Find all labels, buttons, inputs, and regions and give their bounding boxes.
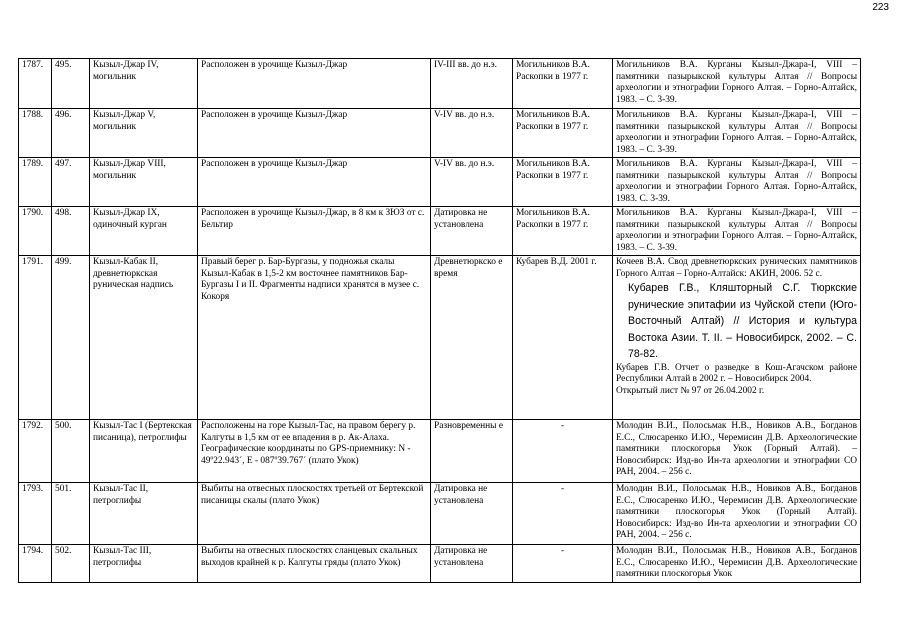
row-subnumber: 500. (52, 420, 90, 483)
row-subnumber: 497. (52, 158, 90, 207)
row-subnumber: 502. (52, 545, 90, 583)
row-subnumber: 501. (52, 483, 90, 545)
row-subnumber: 496. (52, 109, 90, 158)
table-row (19, 158, 861, 207)
monument-references (613, 158, 861, 207)
row-number: 1793. (19, 483, 52, 545)
row-subnumber: 495. (52, 59, 90, 109)
monument-explorer: Могильников В.А. Раскопки в 1977 г. (513, 158, 613, 207)
monument-explorer: - (513, 545, 613, 583)
reference-entry: Могильников В.А. Курганы Кызыл-Джара-I, VIII – памятники пазырыкской культуры Алтая // Вопросы археологии и этнографии Горного Алтая. – Горно-Алтайск, 1983. – С. 3-39. (616, 208, 857, 253)
reference-entry: Кочеев В.А. Свод древнетюркских рунических памятников Горного Алтая – Горно-Алтайск: АКИН, 2006. 52 с. (616, 257, 857, 279)
row-number: 1791. (19, 256, 52, 420)
row-subnumber: 499. (52, 256, 90, 420)
monument-location: Расположены на горе Кызыл-Тас, на правом берегу р. Калгуты в 1,5 км от ее впадения в р. Ак-Алаха. Географические координаты по GPS-приемнику: N - 49º22.943´, E - 087º39.767´ (плато Укок) (198, 420, 431, 483)
reference-entry: Кубарев Г.В., Кляшторный С.Г. Тюркские рунические эпитафии из Чуйской степи (Юго-Восточный Алтай) // История и культура Востока Азии. Т. II. – Новосибирск, 2002. – С. 78-82. (628, 282, 857, 361)
monument-references (613, 545, 861, 583)
monument-explorer: Могильников В.А. Раскопки в 1977 г. (513, 207, 613, 256)
monument-explorer: Могильников В.А. Раскопки в 1977 г. (513, 59, 613, 109)
table-row (19, 207, 861, 256)
monument-location: Расположен в урочище Кызыл-Джар (198, 59, 431, 109)
monument-date: Датировка не установлена (431, 207, 513, 256)
monument-explorer: - (513, 483, 613, 545)
table-row (19, 483, 861, 545)
row-number: 1788. (19, 109, 52, 158)
monument-location: Расположен в урочище Кызыл-Джар, в 8 км к ЗЮЗ от с. Бельтир (198, 207, 431, 256)
monument-references (613, 109, 861, 158)
monument-explorer: Кубарев В.Д. 2001 г. (513, 256, 613, 420)
monument-explorer: Могильников В.А. Раскопки в 1977 г. (513, 109, 613, 158)
monument-name: Кызыл-Джар IX, одиночный курган (90, 207, 198, 256)
monument-name: Кызыл-Джар V, могильник (90, 109, 198, 158)
monument-references (613, 59, 861, 109)
monument-name: Кызыл-Тас III, петроглифы (90, 545, 198, 583)
monument-date: Датировка не установлена (431, 545, 513, 583)
monument-location: Правый берег р. Бар-Бургазы, у подножья скалы Кызыл-Кабак в 1,5-2 км восточнее памятников Бар-Бургазы I и II. Фрагменты надписи хранятся в музее с. Кокоря (198, 256, 431, 420)
page-number: 223 (872, 2, 889, 13)
row-number: 1792. (19, 420, 52, 483)
reference-entry: Кубарев Г.В. Отчет о разведке в Кош-Агачском районе Республики Алтай в 2002 г. – Новосибирск 2004. (616, 362, 857, 385)
table-row (19, 420, 861, 483)
monument-date: Древнетюркско е время (431, 256, 513, 420)
monument-date: IV-III вв. до н.э. (431, 59, 513, 109)
reference-entry: Молодин В.И., Полосьмак Н.В., Новиков А.В., Богданов Е.С., Слюсаренко И.Ю., Черемисин Д.В. Археологические памятники плоскогорья Укок (616, 546, 857, 579)
table-row (19, 256, 861, 420)
monument-location: Выбиты на отвесных плоскостях третьей от Бертекской писаницы скалы (плато Укок) (198, 483, 431, 545)
monument-date: Разновременны е (431, 420, 513, 483)
row-number: 1790. (19, 207, 52, 256)
monument-date: V-IV вв. до н.э. (431, 109, 513, 158)
monument-date: Датировка не установлена (431, 483, 513, 545)
monument-references (613, 420, 861, 483)
row-subnumber: 498. (52, 207, 90, 256)
reference-entry: Молодин В.И., Полосьмак Н.В., Новиков А.В., Богданов Е.С., Слюсаренко И.Ю., Черемисин Д.В. Археологические памятники плоскогорья Укок (Горный Алтай). Новосибирск: Изд-во Ин-та археологии и этнографии СО РАН, 2004. – 256 с. (616, 484, 857, 540)
monument-name: Кызыл-Тас I (Бертекская писаница), петроглифы (90, 420, 198, 483)
table-row (19, 59, 861, 109)
reference-entry: Могильников В.А. Курганы Кызыл-Джара-I, VIII – памятники пазырыкской культуры Алтая // Вопросы археологии и этнографии Горного Алтая. – Горно-Алтайск, 1983. – С. 3-39. (616, 60, 857, 105)
monument-location: Выбиты на отвесных плоскостях сланцевых скальных выходов крайней к р. Калгуты гряды (плато Укок) (198, 545, 431, 583)
reference-entry: Могильников В.А. Курганы Кызыл-Джара-I, VIII – памятники пазырыкской культуры Алтая // Вопросы археологии и этнографии Горного Алтая. Горно-Алтайск, 1983. С. 3-39. (616, 159, 857, 204)
reference-entry: Могильников В.А. Курганы Кызыл-Джара-I, VIII – памятники пазырыкской культуры Алтая // Вопросы археологии и этнографии Горного Алтая. – Горно-Алтайск, 1983. – С. 3-39. (616, 110, 857, 155)
monument-name: Кызыл-Джар VIII, могильник (90, 158, 198, 207)
row-number: 1789. (19, 158, 52, 207)
row-number: 1787. (19, 59, 52, 109)
monument-date: V-IV вв. до н.э. (431, 158, 513, 207)
monument-name: Кызыл-Тас II, петроглифы (90, 483, 198, 545)
monument-name: Кызыл-Джар IV, могильник (90, 59, 198, 109)
reference-entry: Открытый лист № 97 от 26.04.2002 г. (616, 385, 765, 396)
table-row (19, 545, 861, 583)
monuments-table (18, 58, 861, 583)
monument-explorer: - (513, 420, 613, 483)
table-row (19, 109, 861, 158)
monument-name: Кызыл-Кабак II, древнетюркская руническая надпись (90, 256, 198, 420)
monument-references (613, 483, 861, 545)
monument-location: Расположен в урочище Кызыл-Джар (198, 109, 431, 158)
monument-references (613, 207, 861, 256)
monument-location: Расположен в урочище Кызыл-Джар (198, 158, 431, 207)
reference-entry: Молодин В.И., Полосьмак Н.В., Новиков А.В., Богданов Е.С., Слюсаренко И.Ю., Черемисин Д.В. Археологические памятники плоскогорья Укок (Горный Алтай). – Новосибирск: Изд-во Ин-та археологии и этнографии СО РАН, 2004. – 256 с. (616, 421, 857, 477)
monument-references (613, 256, 861, 420)
row-number: 1794. (19, 545, 52, 583)
